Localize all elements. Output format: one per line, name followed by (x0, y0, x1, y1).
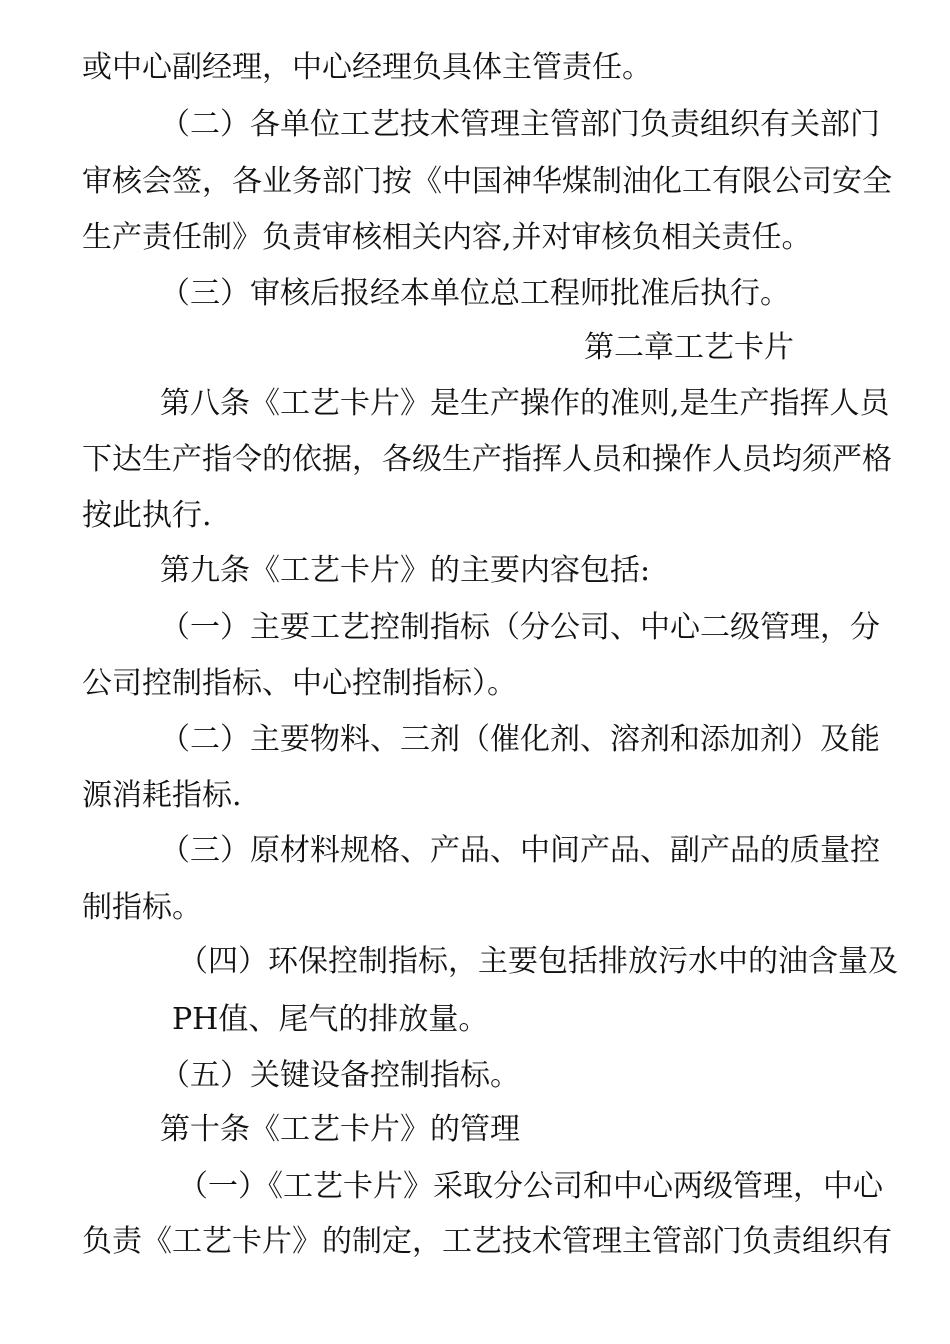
body-text-line: （三）审核后报经本单位总工程师批准后执行。 (160, 276, 790, 311)
body-text-line: 第十条《工艺卡片》的管理 (160, 1112, 520, 1147)
body-text-line: 第八条《工艺卡片》是生产操作的准则,是生产指挥人员 (160, 386, 890, 421)
chapter-heading: 第二章工艺卡片 (584, 330, 794, 365)
body-text-line: 生产责任制》负责审核相关内容,并对审核负相关责任。 (82, 220, 812, 255)
body-text-line: 审核会签，各业务部门按《中国神华煤制油化工有限公司安全 (82, 164, 892, 199)
body-text-line: （四）环保控制指标，主要包括排放污水中的油含量及 (178, 944, 898, 979)
body-text-line: PH值、尾气的排放量。 (172, 1002, 489, 1037)
body-text-line: 源消耗指标. (82, 778, 242, 813)
body-text-line: 按此执行. (82, 498, 212, 533)
body-text-line: 下达生产指令的依据，各级生产指挥人员和操作人员均须严格 (82, 442, 892, 477)
body-text-line: 负责《工艺卡片》的制定，工艺技术管理主管部门负责组织有 (82, 1224, 892, 1259)
body-text-line: （二）主要物料、三剂（催化剂、溶剂和添加剂）及能 (160, 722, 880, 757)
body-text-line: （三）原材料规格、产品、中间产品、副产品的质量控 (160, 833, 880, 868)
body-text-line: （一）《工艺卡片》采取分公司和中心两级管理，中心 (178, 1169, 883, 1204)
body-text-line: （一）主要工艺控制指标（分公司、中心二级管理，分 (160, 610, 880, 645)
body-text-line: 第九条《工艺卡片》的主要内容包括: (160, 553, 651, 588)
body-text-line: 制指标。 (82, 890, 202, 925)
body-text-line: 或中心副经理，中心经理负具体主管责任。 (82, 50, 652, 85)
body-text-line: 公司控制指标、中心控制指标）。 (82, 666, 517, 701)
body-text-line: （五）关键设备控制指标。 (160, 1058, 520, 1093)
body-text-line: （二）各单位工艺技术管理主管部门负责组织有关部门 (160, 107, 880, 142)
